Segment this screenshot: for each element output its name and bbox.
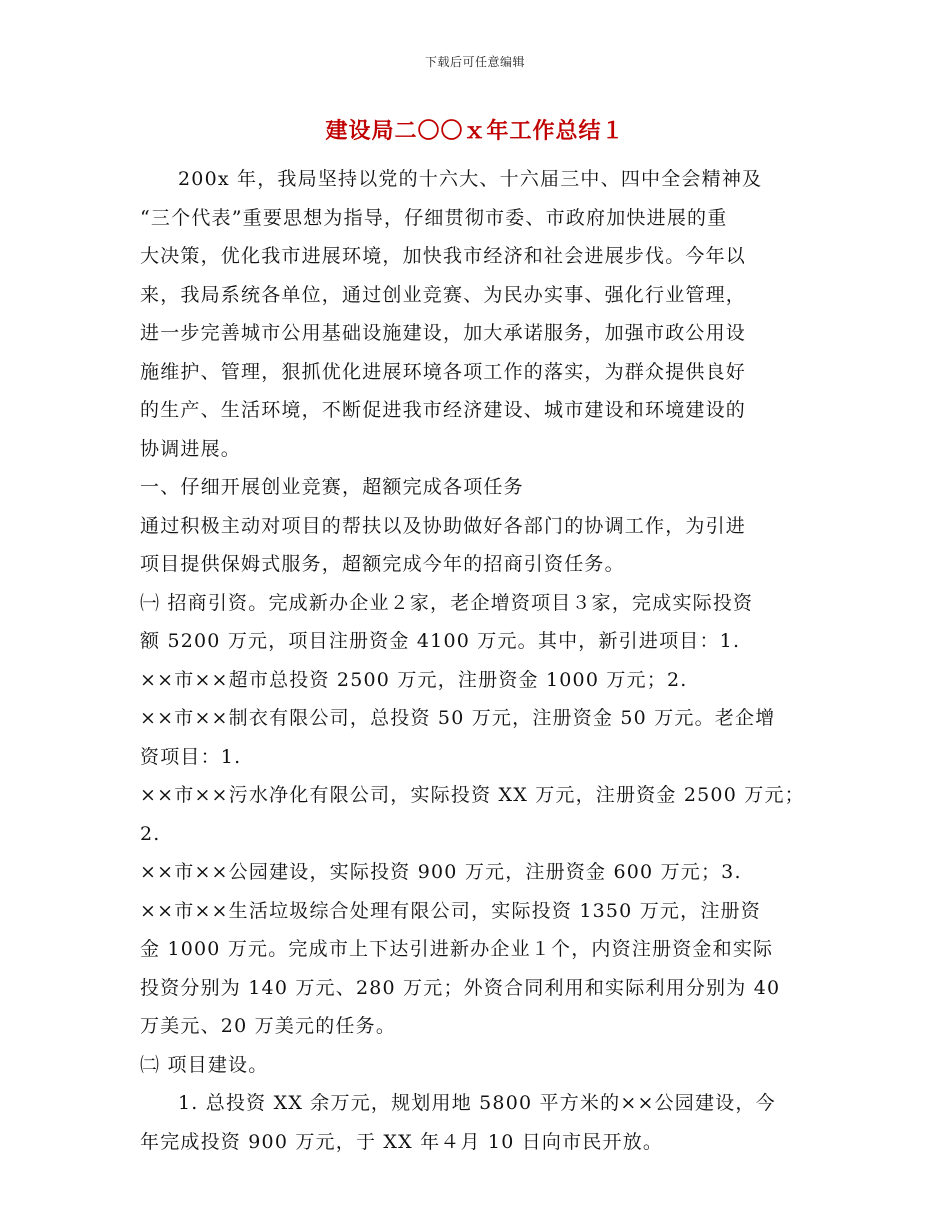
- paragraph-line: 万美元、20 万美元的任务。: [140, 1015, 397, 1037]
- header-note: 下载后可任意编辑: [424, 55, 525, 69]
- paragraph-line: ××市××公园建设，实际投资 900 万元，注册资金 600 万元；3.: [140, 861, 742, 883]
- paragraph-line: 协调进展。: [140, 437, 242, 460]
- section-heading: 一、仔细开展创业竞赛，超额完成各项任务: [140, 476, 524, 498]
- paragraph-line: 投资分别为 140 万元、280 万元；外资合同利用和实际利用分别为 40: [140, 976, 781, 999]
- paragraph-line: 项目提供保姆式服务，超额完成今年的招商引资任务。: [140, 553, 625, 575]
- paragraph-line: ××市××制衣有限公司，总投资 50 万元，注册资金 50 万元。老企增: [140, 707, 776, 729]
- paragraph-line: 大决策，优化我市进展环境，加快我市经济和社会进展步伐。今年以: [140, 245, 747, 267]
- subsection-line: ㈡ 项目建设。: [140, 1053, 269, 1076]
- paragraph-line: 资项目：1.: [140, 745, 242, 768]
- paragraph-line: ××市××生活垃圾综合处理有限公司，实际投资 1350 万元，注册资: [140, 899, 761, 922]
- paragraph-line: 施维护、管理，狠抓优化进展环境各项工作的落实，为群众提供良好: [140, 360, 747, 383]
- paragraph-line: 进一步完善城市公用基础设施建设，加大承诺服务，加强市政公用设: [140, 322, 747, 344]
- paragraph-line: 来，我局系统各单位，通过创业竞赛、为民办实事、强化行业管理，: [140, 283, 747, 306]
- paragraph-line: 2.: [140, 822, 161, 845]
- paragraph-line: 金 1000 万元。完成市上下达引进新办企业１个，内资注册资金和实际: [140, 938, 774, 960]
- paragraph-line: 的生产、生活环境，不断促进我市经济建设、城市建设和环境建设的: [140, 399, 747, 421]
- paragraph-line: 额 5200 万元，项目注册资金 4100 万元。其中，新引进项目：1.: [140, 630, 741, 652]
- paragraph-line: ××市××污水净化有限公司，实际投资 XX 万元，注册资金 2500 万元；: [140, 784, 805, 806]
- document-body: [140, 160, 840, 1161]
- paragraph-line: 年完成投资 900 万元，于 XX 年４月 10 日向市民开放。: [140, 1130, 664, 1153]
- paragraph-line: 通过积极主动对项目的帮扶以及协助做好各部门的协调工作，为引进: [140, 514, 747, 537]
- paragraph-line: 200x 年，我局坚持以党的十六大、十六届三中、四中全会精神及: [178, 168, 763, 190]
- subsection-line: ㈠ 招商引资。完成新办企业２家，老企增资项目３家，完成实际投资: [140, 591, 754, 614]
- paragraph-line: “三个代表”重要思想为指导，仔细贯彻市委、市政府加快进展的重: [140, 206, 728, 229]
- document-title: 建设局二〇〇ｘ年工作总结１: [325, 118, 625, 144]
- paragraph-line: ××市××超市总投资 2500 万元，注册资金 1000 万元；2.: [140, 668, 688, 691]
- paragraph-line: 1. 总投资 XX 余万元，规划用地 5800 平方米的××公园建设，今: [178, 1092, 776, 1114]
